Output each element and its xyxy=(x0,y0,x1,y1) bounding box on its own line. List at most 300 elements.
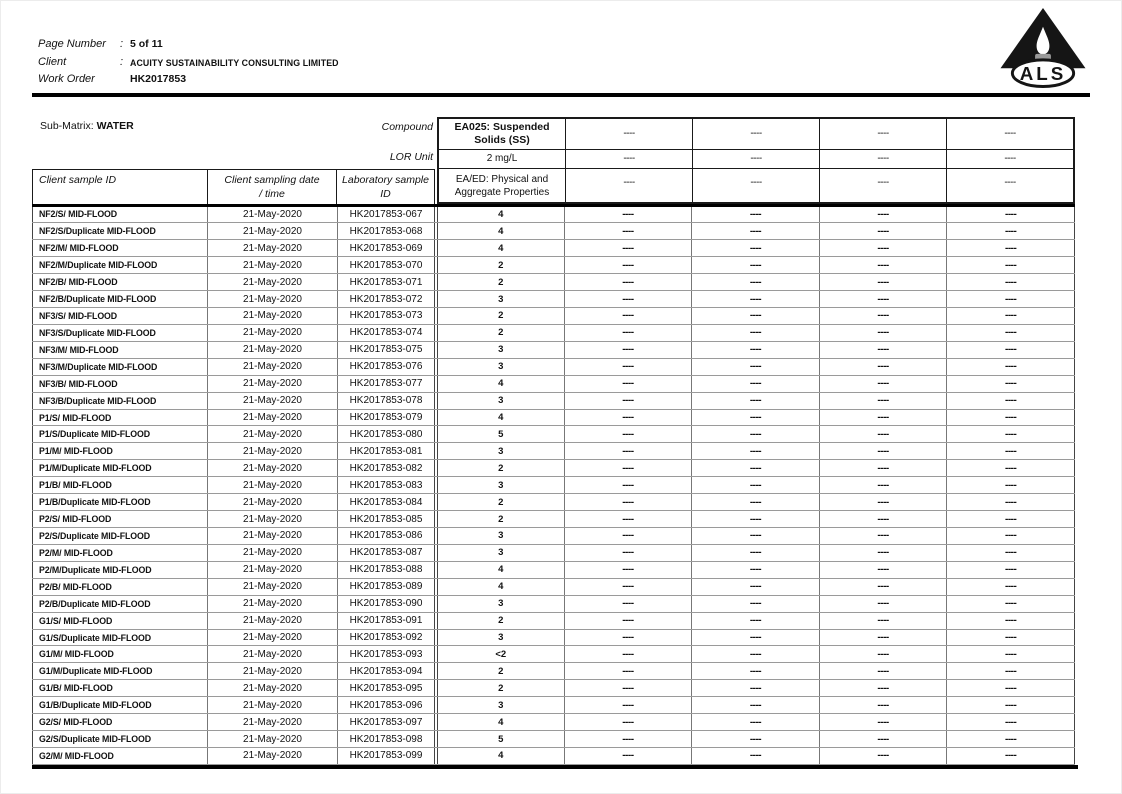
empty-lor-cell: ---- xyxy=(946,150,1073,168)
cell-no-data: ---- xyxy=(947,240,1075,256)
cell-client-sample-id: NF3/B/Duplicate MID-FLOOD xyxy=(32,393,208,409)
cell-no-data: ---- xyxy=(692,240,820,256)
cell-result-value: 4 xyxy=(437,748,565,764)
cell-no-data: ---- xyxy=(820,477,948,493)
cell-no-data: ---- xyxy=(692,342,820,358)
method-line1: EA/ED: Physical and xyxy=(455,173,549,185)
cell-no-data: ---- xyxy=(820,342,948,358)
cell-lab-sample-id: HK2017853-078 xyxy=(338,393,435,409)
cell-no-data: ---- xyxy=(565,342,693,358)
cell-no-data: ---- xyxy=(565,240,693,256)
cell-no-data: ---- xyxy=(820,596,948,612)
cell-no-data: ---- xyxy=(947,207,1075,223)
cell-no-data: ---- xyxy=(565,410,693,426)
table-row xyxy=(32,562,1075,579)
cell-client-sample-id: P2/M/ MID-FLOOD xyxy=(32,545,208,561)
cell-result-value: 2 xyxy=(437,274,565,290)
table-row xyxy=(32,477,1075,494)
col-header-lab-sample-line1: Laboratory sample xyxy=(342,173,429,186)
cell-result-value: 3 xyxy=(437,342,565,358)
cell-sampling-date: 21-May-2020 xyxy=(208,291,338,307)
method-line2: Aggregate Properties xyxy=(454,187,550,198)
cell-no-data: ---- xyxy=(820,393,948,409)
cell-result-value: 4 xyxy=(437,410,565,426)
cell-no-data: ---- xyxy=(565,477,693,493)
cell-no-data: ---- xyxy=(820,376,948,392)
cell-lab-sample-id: HK2017853-094 xyxy=(338,663,435,679)
cell-no-data: ---- xyxy=(565,308,693,324)
cell-no-data: ---- xyxy=(565,731,693,747)
table-row xyxy=(32,697,1075,714)
cell-no-data: ---- xyxy=(947,596,1075,612)
empty-method-cell: ---- xyxy=(819,169,946,203)
work-order-row xyxy=(38,73,339,91)
cell-lab-sample-id: HK2017853-090 xyxy=(338,596,435,612)
cell-lab-sample-id: HK2017853-071 xyxy=(338,274,435,290)
cell-client-sample-id: P1/S/Duplicate MID-FLOOD xyxy=(32,426,208,442)
table-row xyxy=(32,274,1075,291)
cell-result-value: 4 xyxy=(437,714,565,730)
cell-no-data: ---- xyxy=(565,596,693,612)
cell-no-data: ---- xyxy=(820,731,948,747)
cell-no-data: ---- xyxy=(565,646,693,662)
table-row xyxy=(32,308,1075,325)
cell-lab-sample-id: HK2017853-098 xyxy=(338,731,435,747)
cell-result-value: 3 xyxy=(437,359,565,375)
cell-sampling-date: 21-May-2020 xyxy=(208,714,338,730)
cell-lab-sample-id: HK2017853-088 xyxy=(338,562,435,578)
cell-no-data: ---- xyxy=(692,477,820,493)
cell-no-data: ---- xyxy=(565,748,693,764)
lor-unit-cell: 2 mg/L xyxy=(486,153,518,164)
cell-no-data: ---- xyxy=(947,714,1075,730)
table-row xyxy=(32,342,1075,359)
cell-result-value: 4 xyxy=(437,240,565,256)
cell-client-sample-id: NF2/S/Duplicate MID-FLOOD xyxy=(32,223,208,239)
cell-no-data: ---- xyxy=(947,697,1075,713)
cell-result-value: 3 xyxy=(437,596,565,612)
cell-no-data: ---- xyxy=(565,562,693,578)
sub-matrix xyxy=(40,120,134,132)
cell-no-data: ---- xyxy=(947,613,1075,629)
cell-lab-sample-id: HK2017853-095 xyxy=(338,680,435,696)
cell-client-sample-id: NF3/S/Duplicate MID-FLOOD xyxy=(32,325,208,341)
cell-sampling-date: 21-May-2020 xyxy=(208,410,338,426)
cell-no-data: ---- xyxy=(820,646,948,662)
als-logo-icon xyxy=(993,6,1093,90)
cell-no-data: ---- xyxy=(947,393,1075,409)
cell-result-value: 5 xyxy=(437,731,565,747)
cell-client-sample-id: G2/M/ MID-FLOOD xyxy=(32,748,208,764)
client-row xyxy=(38,56,339,74)
cell-no-data: ---- xyxy=(947,545,1075,561)
cell-no-data: ---- xyxy=(947,443,1075,459)
cell-result-value: 3 xyxy=(437,545,565,561)
cell-sampling-date: 21-May-2020 xyxy=(208,680,338,696)
header-rule xyxy=(32,93,1090,97)
cell-client-sample-id: G1/S/Duplicate MID-FLOOD xyxy=(32,630,208,646)
cell-no-data: ---- xyxy=(820,325,948,341)
cell-result-value: 4 xyxy=(437,223,565,239)
table-row xyxy=(32,443,1075,460)
cell-client-sample-id: G1/B/ MID-FLOOD xyxy=(32,680,208,696)
col-header-sampling-date xyxy=(208,170,337,204)
cell-result-value: 2 xyxy=(437,494,565,510)
table-row xyxy=(32,613,1075,630)
cell-no-data: ---- xyxy=(692,376,820,392)
cell-no-data: ---- xyxy=(692,663,820,679)
work-order-label: Work Order xyxy=(38,73,95,85)
cell-client-sample-id: G1/S/ MID-FLOOD xyxy=(32,613,208,629)
cell-no-data: ---- xyxy=(820,579,948,595)
cell-client-sample-id: P1/M/Duplicate MID-FLOOD xyxy=(32,460,208,476)
cell-client-sample-id: NF3/M/ MID-FLOOD xyxy=(32,342,208,358)
cell-result-value: 3 xyxy=(437,630,565,646)
cell-result-value: 3 xyxy=(437,697,565,713)
col-header-client-sample-id: Client sample ID xyxy=(33,170,208,204)
cell-no-data: ---- xyxy=(692,579,820,595)
cell-no-data: ---- xyxy=(820,240,948,256)
empty-compound-header: ---- xyxy=(946,119,1073,149)
cell-no-data: ---- xyxy=(565,460,693,476)
table-row xyxy=(32,359,1075,376)
cell-no-data: ---- xyxy=(947,562,1075,578)
cell-no-data: ---- xyxy=(820,359,948,375)
cell-no-data: ---- xyxy=(947,494,1075,510)
cell-no-data: ---- xyxy=(692,443,820,459)
cell-no-data: ---- xyxy=(947,528,1075,544)
cell-no-data: ---- xyxy=(692,748,820,764)
cell-sampling-date: 21-May-2020 xyxy=(208,494,338,510)
cell-no-data: ---- xyxy=(565,697,693,713)
compound-title-line1: EA025: Suspended xyxy=(454,121,550,134)
cell-no-data: ---- xyxy=(947,460,1075,476)
lor-unit-row xyxy=(439,149,1073,168)
cell-no-data: ---- xyxy=(820,714,948,730)
cell-no-data: ---- xyxy=(692,562,820,578)
cell-client-sample-id: NF3/B/ MID-FLOOD xyxy=(32,376,208,392)
cell-no-data: ---- xyxy=(947,731,1075,747)
cell-lab-sample-id: HK2017853-093 xyxy=(338,646,435,662)
cell-client-sample-id: P2/S/Duplicate MID-FLOOD xyxy=(32,528,208,544)
table-row xyxy=(32,240,1075,257)
empty-lor-cell: ---- xyxy=(565,150,692,168)
col-header-sampling-date-line2: / time xyxy=(259,187,285,200)
cell-no-data: ---- xyxy=(820,630,948,646)
cell-no-data: ---- xyxy=(692,680,820,696)
cell-no-data: ---- xyxy=(947,579,1075,595)
cell-lab-sample-id: HK2017853-072 xyxy=(338,291,435,307)
cell-sampling-date: 21-May-2020 xyxy=(208,376,338,392)
cell-sampling-date: 21-May-2020 xyxy=(208,663,338,679)
cell-no-data: ---- xyxy=(692,731,820,747)
cell-client-sample-id: P1/S/ MID-FLOOD xyxy=(32,410,208,426)
cell-result-value: 3 xyxy=(437,291,565,307)
cell-no-data: ---- xyxy=(947,376,1075,392)
table-row xyxy=(32,748,1075,765)
cell-no-data: ---- xyxy=(565,613,693,629)
page-number-label: Page Number xyxy=(38,38,106,50)
work-order-value: HK2017853 xyxy=(130,73,187,85)
compound-header-grid xyxy=(437,117,1075,204)
cell-no-data: ---- xyxy=(820,748,948,764)
cell-no-data: ---- xyxy=(565,511,693,527)
cell-result-value: 2 xyxy=(437,680,565,696)
cell-sampling-date: 21-May-2020 xyxy=(208,630,338,646)
client-value: ACUITY SUSTAINABILITY CONSULTING LIMITED xyxy=(130,57,339,68)
cell-sampling-date: 21-May-2020 xyxy=(208,426,338,442)
cell-client-sample-id: NF3/S/ MID-FLOOD xyxy=(32,308,208,324)
cell-no-data: ---- xyxy=(820,680,948,696)
table-row xyxy=(32,410,1075,427)
cell-no-data: ---- xyxy=(947,291,1075,307)
cell-no-data: ---- xyxy=(820,207,948,223)
cell-no-data: ---- xyxy=(565,291,693,307)
cell-no-data: ---- xyxy=(820,274,948,290)
cell-no-data: ---- xyxy=(565,325,693,341)
cell-client-sample-id: G1/B/Duplicate MID-FLOOD xyxy=(32,697,208,713)
table-row xyxy=(32,663,1075,680)
cell-result-value: 2 xyxy=(437,325,565,341)
cell-lab-sample-id: HK2017853-079 xyxy=(338,410,435,426)
cell-no-data: ---- xyxy=(947,646,1075,662)
cell-sampling-date: 21-May-2020 xyxy=(208,511,338,527)
cell-no-data: ---- xyxy=(947,223,1075,239)
cell-result-value: <2 xyxy=(437,646,565,662)
compound-row-label: Compound xyxy=(381,121,433,133)
cell-no-data: ---- xyxy=(692,460,820,476)
table-row xyxy=(32,579,1075,596)
table-row xyxy=(32,528,1075,545)
cell-no-data: ---- xyxy=(565,274,693,290)
cell-result-value: 2 xyxy=(437,511,565,527)
cell-no-data: ---- xyxy=(820,410,948,426)
sub-matrix-value: WATER xyxy=(96,120,134,132)
cell-result-value: 2 xyxy=(437,460,565,476)
cell-no-data: ---- xyxy=(692,528,820,544)
cell-no-data: ---- xyxy=(947,257,1075,273)
cell-no-data: ---- xyxy=(692,613,820,629)
cell-client-sample-id: NF2/B/Duplicate MID-FLOOD xyxy=(32,291,208,307)
cell-no-data: ---- xyxy=(947,630,1075,646)
cell-result-value: 2 xyxy=(437,663,565,679)
cell-no-data: ---- xyxy=(820,257,948,273)
cell-client-sample-id: P2/B/Duplicate MID-FLOOD xyxy=(32,596,208,612)
cell-sampling-date: 21-May-2020 xyxy=(208,274,338,290)
cell-sampling-date: 21-May-2020 xyxy=(208,257,338,273)
cell-no-data: ---- xyxy=(692,630,820,646)
empty-compound-header: ---- xyxy=(819,119,946,149)
cell-sampling-date: 21-May-2020 xyxy=(208,748,338,764)
method-cell xyxy=(439,169,565,203)
cell-sampling-date: 21-May-2020 xyxy=(208,240,338,256)
table-row xyxy=(32,494,1075,511)
cell-no-data: ---- xyxy=(947,410,1075,426)
cell-no-data: ---- xyxy=(692,511,820,527)
cell-no-data: ---- xyxy=(820,697,948,713)
table-row xyxy=(32,596,1075,613)
cell-client-sample-id: G1/M/ MID-FLOOD xyxy=(32,646,208,662)
cell-sampling-date: 21-May-2020 xyxy=(208,443,338,459)
cell-sampling-date: 21-May-2020 xyxy=(208,477,338,493)
cell-no-data: ---- xyxy=(947,274,1075,290)
table-row xyxy=(32,393,1075,410)
cell-no-data: ---- xyxy=(692,223,820,239)
cell-result-value: 4 xyxy=(437,207,565,223)
cell-lab-sample-id: HK2017853-092 xyxy=(338,630,435,646)
table-bottom-rule xyxy=(32,765,1078,769)
cell-client-sample-id: G2/S/ MID-FLOOD xyxy=(32,714,208,730)
cell-lab-sample-id: HK2017853-082 xyxy=(338,460,435,476)
cell-no-data: ---- xyxy=(692,274,820,290)
col-header-lab-sample-line2: ID xyxy=(380,187,391,200)
cell-no-data: ---- xyxy=(820,460,948,476)
cell-no-data: ---- xyxy=(565,393,693,409)
cell-no-data: ---- xyxy=(565,359,693,375)
document-header xyxy=(38,38,339,91)
cell-client-sample-id: P2/B/ MID-FLOOD xyxy=(32,579,208,595)
cell-sampling-date: 21-May-2020 xyxy=(208,613,338,629)
method-row xyxy=(439,168,1073,203)
cell-client-sample-id: P1/B/ MID-FLOOD xyxy=(32,477,208,493)
cell-no-data: ---- xyxy=(565,680,693,696)
cell-no-data: ---- xyxy=(820,494,948,510)
cell-no-data: ---- xyxy=(565,579,693,595)
cell-lab-sample-id: HK2017853-073 xyxy=(338,308,435,324)
cell-lab-sample-id: HK2017853-075 xyxy=(338,342,435,358)
cell-no-data: ---- xyxy=(947,359,1075,375)
cell-result-value: 5 xyxy=(437,426,565,442)
cell-no-data: ---- xyxy=(820,291,948,307)
cell-sampling-date: 21-May-2020 xyxy=(208,393,338,409)
cell-no-data: ---- xyxy=(565,494,693,510)
cell-no-data: ---- xyxy=(565,630,693,646)
cell-no-data: ---- xyxy=(565,376,693,392)
col-header-lab-sample-id xyxy=(337,170,434,204)
cell-result-value: 2 xyxy=(437,613,565,629)
cell-client-sample-id: G1/M/Duplicate MID-FLOOD xyxy=(32,663,208,679)
cell-lab-sample-id: HK2017853-081 xyxy=(338,443,435,459)
cell-no-data: ---- xyxy=(820,613,948,629)
cell-no-data: ---- xyxy=(947,748,1075,764)
cell-no-data: ---- xyxy=(692,646,820,662)
lor-unit-row-label: LOR Unit xyxy=(389,151,433,163)
cell-result-value: 2 xyxy=(437,308,565,324)
client-separator: : xyxy=(120,55,124,68)
cell-lab-sample-id: HK2017853-068 xyxy=(338,223,435,239)
cell-no-data: ---- xyxy=(692,308,820,324)
table-row xyxy=(32,680,1075,697)
cell-sampling-date: 21-May-2020 xyxy=(208,460,338,476)
table-row xyxy=(32,376,1075,393)
table-row xyxy=(32,646,1075,663)
cell-no-data: ---- xyxy=(565,223,693,239)
cell-client-sample-id: P2/S/ MID-FLOOD xyxy=(32,511,208,527)
compound-title-line2: Solids (SS) xyxy=(474,133,530,146)
cell-lab-sample-id: HK2017853-067 xyxy=(338,207,435,223)
cell-no-data: ---- xyxy=(692,291,820,307)
cell-client-sample-id: G2/S/Duplicate MID-FLOOD xyxy=(32,731,208,747)
cell-client-sample-id: NF2/B/ MID-FLOOD xyxy=(32,274,208,290)
cell-client-sample-id: NF2/M/ MID-FLOOD xyxy=(32,240,208,256)
cell-sampling-date: 21-May-2020 xyxy=(208,579,338,595)
empty-method-cell: ---- xyxy=(692,169,819,203)
cell-no-data: ---- xyxy=(692,697,820,713)
cell-result-value: 3 xyxy=(437,528,565,544)
table-row xyxy=(32,630,1075,647)
cell-lab-sample-id: HK2017853-069 xyxy=(338,240,435,256)
cell-no-data: ---- xyxy=(692,257,820,273)
cell-sampling-date: 21-May-2020 xyxy=(208,207,338,223)
cell-lab-sample-id: HK2017853-080 xyxy=(338,426,435,442)
cell-client-sample-id: NF2/M/Duplicate MID-FLOOD xyxy=(32,257,208,273)
cell-no-data: ---- xyxy=(820,223,948,239)
cell-no-data: ---- xyxy=(692,325,820,341)
cell-result-value: 4 xyxy=(437,562,565,578)
cell-no-data: ---- xyxy=(820,528,948,544)
cell-lab-sample-id: HK2017853-085 xyxy=(338,511,435,527)
cell-lab-sample-id: HK2017853-097 xyxy=(338,714,435,730)
cell-sampling-date: 21-May-2020 xyxy=(208,596,338,612)
cell-sampling-date: 21-May-2020 xyxy=(208,528,338,544)
table-row xyxy=(32,291,1075,308)
cell-client-sample-id: P2/M/Duplicate MID-FLOOD xyxy=(32,562,208,578)
cell-no-data: ---- xyxy=(692,426,820,442)
page-number-value: 5 of 11 xyxy=(130,38,163,50)
cell-result-value: 2 xyxy=(437,257,565,273)
cell-no-data: ---- xyxy=(692,410,820,426)
table-row xyxy=(32,731,1075,748)
cell-lab-sample-id: HK2017853-089 xyxy=(338,579,435,595)
cell-no-data: ---- xyxy=(947,680,1075,696)
table-row xyxy=(32,460,1075,477)
cell-result-value: 3 xyxy=(437,477,565,493)
cell-result-value: 3 xyxy=(437,393,565,409)
col-header-sampling-date-line1: Client sampling date xyxy=(224,173,320,186)
cell-client-sample-id: P1/B/Duplicate MID-FLOOD xyxy=(32,494,208,510)
cell-no-data: ---- xyxy=(565,714,693,730)
cell-lab-sample-id: HK2017853-074 xyxy=(338,325,435,341)
empty-compound-header: ---- xyxy=(692,119,819,149)
cell-no-data: ---- xyxy=(820,663,948,679)
cell-no-data: ---- xyxy=(692,359,820,375)
table-row xyxy=(32,545,1075,562)
cell-no-data: ---- xyxy=(820,545,948,561)
cell-no-data: ---- xyxy=(820,426,948,442)
compound-title-row xyxy=(439,119,1073,149)
cell-client-sample-id: NF2/S/ MID-FLOOD xyxy=(32,207,208,223)
client-label: Client xyxy=(38,55,67,68)
cell-sampling-date: 21-May-2020 xyxy=(208,562,338,578)
cell-lab-sample-id: HK2017853-086 xyxy=(338,528,435,544)
cell-no-data: ---- xyxy=(565,545,693,561)
cell-sampling-date: 21-May-2020 xyxy=(208,646,338,662)
cell-no-data: ---- xyxy=(692,714,820,730)
cell-sampling-date: 21-May-2020 xyxy=(208,223,338,239)
cell-no-data: ---- xyxy=(692,596,820,612)
empty-method-cell: ---- xyxy=(565,169,692,203)
cell-no-data: ---- xyxy=(565,207,693,223)
cell-sampling-date: 21-May-2020 xyxy=(208,325,338,341)
cell-lab-sample-id: HK2017853-083 xyxy=(338,477,435,493)
cell-lab-sample-id: HK2017853-076 xyxy=(338,359,435,375)
empty-lor-cell: ---- xyxy=(819,150,946,168)
cell-lab-sample-id: HK2017853-096 xyxy=(338,697,435,713)
empty-method-cell: ---- xyxy=(946,169,1073,203)
cell-sampling-date: 21-May-2020 xyxy=(208,308,338,324)
cell-no-data: ---- xyxy=(565,257,693,273)
cell-no-data: ---- xyxy=(820,562,948,578)
